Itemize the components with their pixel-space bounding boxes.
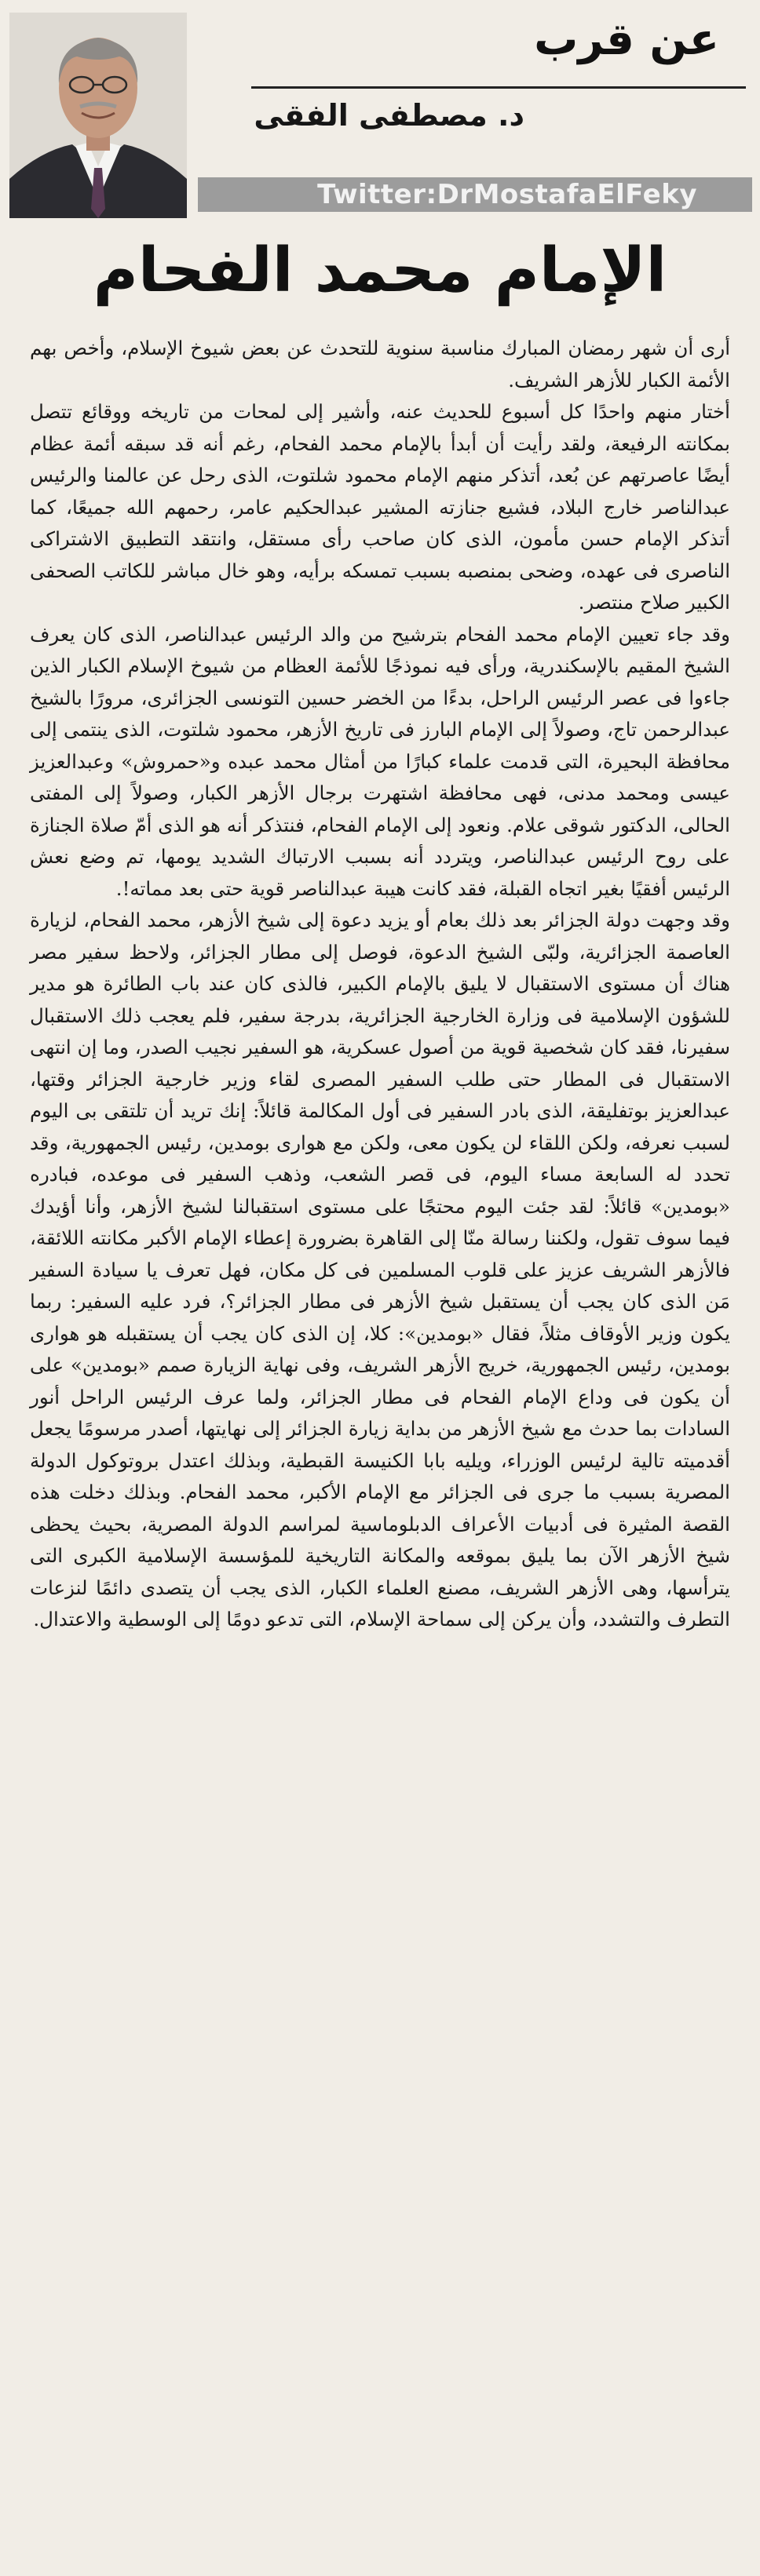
article-paragraph: أختار منهم واحدًا كل أسبوع للحديث عنه، وأشير إلى لمحات من تاريخه ووقائع تتصل بمكانته الرفيعة، ولقد رأيت أن أبدأ بالإمام محمد الفحام، رغم أنه قد سبقه أئمة عظام أيضًا عاصرتهم عن بُعد، أتذكر منهم الإمام محمود شلتوت، الذى رحل عن عالمنا والرئيس عبدالناصر خارج البلاد، فشيع جنازته المشير عبدالحكيم عامر، رحمهم الله جميعًا، كما أتذكر الإمام حسن مأمون، الذى كان صاحب رأى مستقل، وانتقد التطبيق الاشتراكى الناصرى فى عهده، وضحى بمنصبه بسبب تمسكه برأيه، وهو خال مباشر للكاتب الصحفى الكبير صلاح منتصر. [30, 400, 730, 614]
header-divider [251, 86, 746, 89]
twitter-handle: Twitter:DrMostafaElFeky [317, 179, 697, 210]
author-name: د. مصطفى الفقى [254, 98, 524, 133]
column-title: عن قرب [534, 14, 719, 65]
article-paragraph: أرى أن شهر رمضان المبارك مناسبة سنوية للتحدث عن بعض شيوخ الإسلام، وأخص بهم الأئمة الكبار للأزهر الشريف. [30, 337, 730, 392]
twitter-handle-bar [198, 177, 752, 212]
article-paragraph: وقد وجهت دولة الجزائر بعد ذلك بعام أو يزيد دعوة إلى شيخ الأزهر، محمد الفحام، لزيارة العاصمة الجزائرية، ولبّى الشيخ الدعوة، فوصل إلى مطار الجزائر، ولاحظ سفير مصر هناك أن مستوى الاستقبال لا يليق بالإمام الكبير، فالذى كان عند باب الطائرة هو مدير للشؤون الإسلامية فى وزارة الخارجية الجزائرية، بدرجة سفير، فلم يعجب ذلك الاستقبال سفيرنا، فقد كان شخصية قوية من أصول عسكرية، هو السفير نجيب الصدر، وما إن انتهى الاستقبال فى المطار حتى طلب السفير المصرى لقاء وزير خارجية الجزائر وقتها، عبدالعزيز بوتفليقة، الذى بادر السفير فى أول المكالمة قائلاً: إنك تريد أن تلتقى بى اليوم لسبب نعرفه، ولكن اللقاء لن يكون معى، ولكن مع هوارى بومدين، رئيس الجمهورية، وقد تحدد له السابعة مساء اليوم، فى قصر الشعب، وذهب السفير فى موعده، فبادره «بومدين» قائلاً: لقد جئت اليوم محتجًا على مستوى استقبالنا لشيخ الأزهر، وأنا أؤيدك فيما سوف تقول، ولكننا رسالة منّا إلى القاهرة بضرورة إعطاء الإمام الأكبر مكانته اللائقة، فالأزهر الشريف عزيز على قلوب المسلمين فى كل مكان، فهل تعرف يا سيادة السفير مَن الذى كان يجب أن يستقبل شيخ الأزهر فى مطار الجزائر؟، فرد عليه السفير: ربما يكون وزير الأوقاف مثلاً، فقال «بومدين»: كلا، إن الذى كان يجب أن يستقبله هو هوارى بومدين، رئيس الجمهورية، خريج الأزهر الشريف، وفى نهاية الزيارة صمم «بومدين» على أن يكون فى وداع الإمام الفحام فى مطار الجزائر، ولما عرف الرئيس الراحل أنور السادات بما حدث مع شيخ الأزهر من بداية زيارة الجزائر إلى نهايتها، أصدر مرسومًا يجعل أقدميته تالية لرئيس الوزراء، ويليه بابا الكنيسة القبطية، وبذلك اعتدل بروتوكول الدولة المصرية بسبب ما جرى فى الجزائر مع الإمام الأكبر، محمد الفحام. وبذلك دخلت هذه القصة المثيرة فى أدبيات الأعراف الدبلوماسية لمراسم الدولة المصرية، بحيث يحظى شيخ الأزهر الآن بما يليق بموقعه والمكانة التاريخية للمؤسسة الإسلامية الكبرى التى يترأسها، وهى الأزهر الشريف، مصنع العلماء الكبار، الذى يجب أن يتصدى دائمًا لنزعات التطرف والتشدد، وأن يركن إلى سماحة الإسلام، التى تدعو دومًا إلى الوسطية والاعتدال. [30, 909, 730, 1630]
author-portrait-image [9, 13, 187, 218]
author-portrait [9, 13, 187, 218]
column-header [0, 0, 760, 212]
article-body [30, 333, 730, 2557]
article-paragraph: وقد جاء تعيين الإمام محمد الفحام بترشيح من والد الرئيس عبدالناصر، الذى كان يعرف الشيخ المقيم بالإسكندرية، ورأى فيه نموذجًا للأئمة العظام من شيوخ الإسلام الكبار الذين جاءوا فى عصر الرئيس الراحل، بدءًا من الخضر حسين التونسى الجزائرى، مرورًا بالشيخ عبدالرحمن تاج، وصولاً إلى الإمام البارز فى تاريخ الأزهر، محمود شلتوت، الذى ينتمى إلى محافظة البحيرة، التى قدمت علماء كبارًا من أمثال محمد عبده و«حمروش» وعبدالعزيز عيسى ومحمد مدنى، فهى محافظة اشتهرت برجال الأزهر الكبار، وصولاً إلى المفتى الحالى، الدكتور شوقى علام. ونعود إلى الإمام الفحام، فنتذكر أنه هو الذى أمّ صلاة الجنازة على روح الرئيس عبدالناصر، ويتردد أنه بسبب الارتباك الشديد يومها، تم وضع نعش الرئيس أفقيًا بغير اتجاه القبلة، فقد كانت هيبة عبدالناصر قوية حتى بعد مماته!. [30, 622, 730, 900]
article-headline: الإمام محمد الفحام [93, 235, 667, 306]
